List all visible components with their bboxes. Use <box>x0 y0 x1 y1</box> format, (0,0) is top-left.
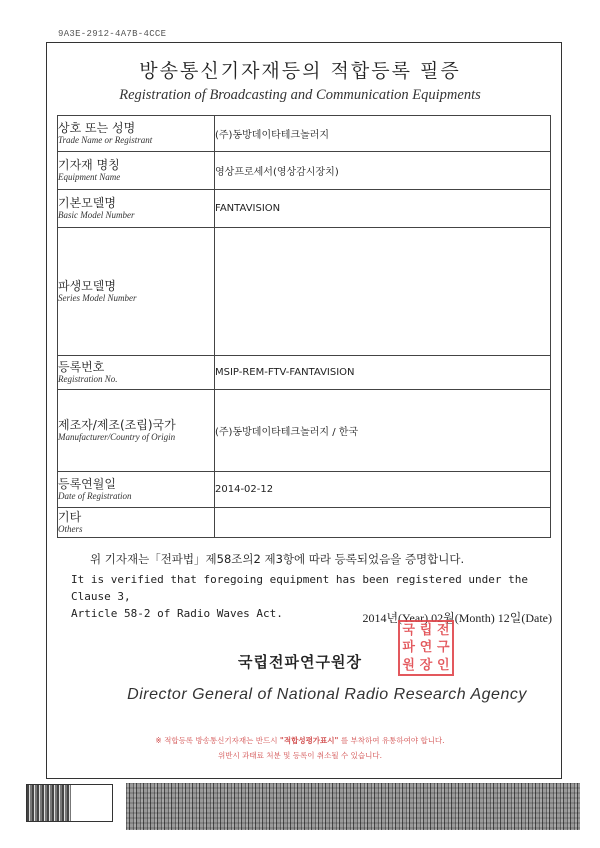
issue-date: 2014년(Year) 02월(Month) 12일(Date) <box>362 611 552 625</box>
row-basic-model <box>58 190 551 228</box>
row-registration-no <box>58 356 551 390</box>
row-registration-date <box>58 472 551 508</box>
notice-highlight: "적합성평가표시" <box>279 736 339 745</box>
seal-char: 연 <box>419 640 433 656</box>
certification-english-line1: It is verified that foregoing equipment has been registered under the Clause 3, <box>71 573 528 603</box>
field-label <box>58 472 215 508</box>
label-english: Trade Name or Registrant <box>58 135 153 145</box>
label-english: Registration No. <box>58 374 118 384</box>
field-label <box>58 116 215 152</box>
label-korean: 기자재 명칭 <box>58 158 120 172</box>
label-english: Date of Registration <box>58 491 132 501</box>
field-label <box>58 152 215 190</box>
registration-date-value: 2014-02-12 <box>215 472 551 508</box>
security-pattern-band <box>126 783 580 830</box>
label-english: Equipment Name <box>58 172 121 182</box>
document-id: 9A3E-2912-4A7B-4CCE <box>58 29 167 39</box>
row-manufacturer <box>58 390 551 472</box>
certification-korean: 위 기자재는「전파법」제58조의2 제3항에 따라 등록되었음을 증명합니다. <box>90 552 465 566</box>
equipment-name-value: 영상프로세서(영상감시장치) <box>215 152 551 190</box>
field-label <box>58 356 215 390</box>
manufacturer-value: (주)동방데이타테크놀러지 / 한국 <box>215 390 551 472</box>
series-model-value <box>215 228 551 356</box>
label-korean: 등록번호 <box>58 360 105 374</box>
certification-english-line2: Article 58-2 of Radio Waves Act. <box>71 607 283 620</box>
title-english: Registration of Broadcasting and Communication Equipments <box>119 87 481 103</box>
registration-table <box>57 115 551 538</box>
notice-line-1 <box>0 735 600 746</box>
seal-char: 국 <box>402 623 415 638</box>
label-english: Manufacturer/Country of Origin <box>58 432 176 442</box>
row-series-model <box>58 228 551 356</box>
row-others <box>58 508 551 538</box>
label-english: Others <box>58 524 83 534</box>
official-seal <box>398 620 454 676</box>
field-label <box>58 190 215 228</box>
label-korean: 파생모델명 <box>58 279 116 293</box>
label-english: Series Model Number <box>58 293 137 303</box>
seal-char: 인 <box>437 657 450 673</box>
label-korean: 제조자/제조(조립)국가 <box>58 418 176 432</box>
seal-char: 파 <box>402 640 415 656</box>
notice-line-2: 위반시 과태료 처분 및 등록이 취소될 수 있습니다. <box>218 751 382 760</box>
row-trade-name <box>58 116 551 152</box>
others-value <box>215 508 551 538</box>
seal-char: 립 <box>419 623 433 638</box>
notice-prefix: ※ 적합등록 방송통신기자재는 반드시 <box>155 736 278 745</box>
seal-char: 원 <box>402 657 415 673</box>
trade-name-value: (주)동방데이타테크놀러지 <box>215 116 551 152</box>
basic-model-value: FANTAVISION <box>215 190 551 228</box>
field-label <box>58 508 215 538</box>
field-label <box>58 390 215 472</box>
label-korean: 기타 <box>58 510 82 524</box>
seal-char: 장 <box>419 657 433 673</box>
label-korean: 기본모델명 <box>58 196 116 210</box>
label-korean: 등록연월일 <box>58 477 116 491</box>
title-korean: 방송통신기자재등의 적합등록 필증 <box>139 60 461 82</box>
field-label <box>58 228 215 356</box>
registration-no-value: MSIP-REM-FTV-FANTAVISION <box>215 356 551 390</box>
issuer-english: Director General of National Radio Research Agency <box>127 686 527 703</box>
barcode-pattern <box>27 785 71 821</box>
issuer-korean: 국립전파연구원장 <box>238 653 362 671</box>
label-korean: 상호 또는 성명 <box>58 121 136 135</box>
barcode-box <box>26 784 113 822</box>
label-english: Basic Model Number <box>58 210 135 220</box>
notice-suffix: 를 부착하여 유통하여야 합니다. <box>340 736 445 745</box>
seal-char: 구 <box>437 640 450 656</box>
row-equipment-name <box>58 152 551 190</box>
seal-char: 전 <box>437 623 450 638</box>
